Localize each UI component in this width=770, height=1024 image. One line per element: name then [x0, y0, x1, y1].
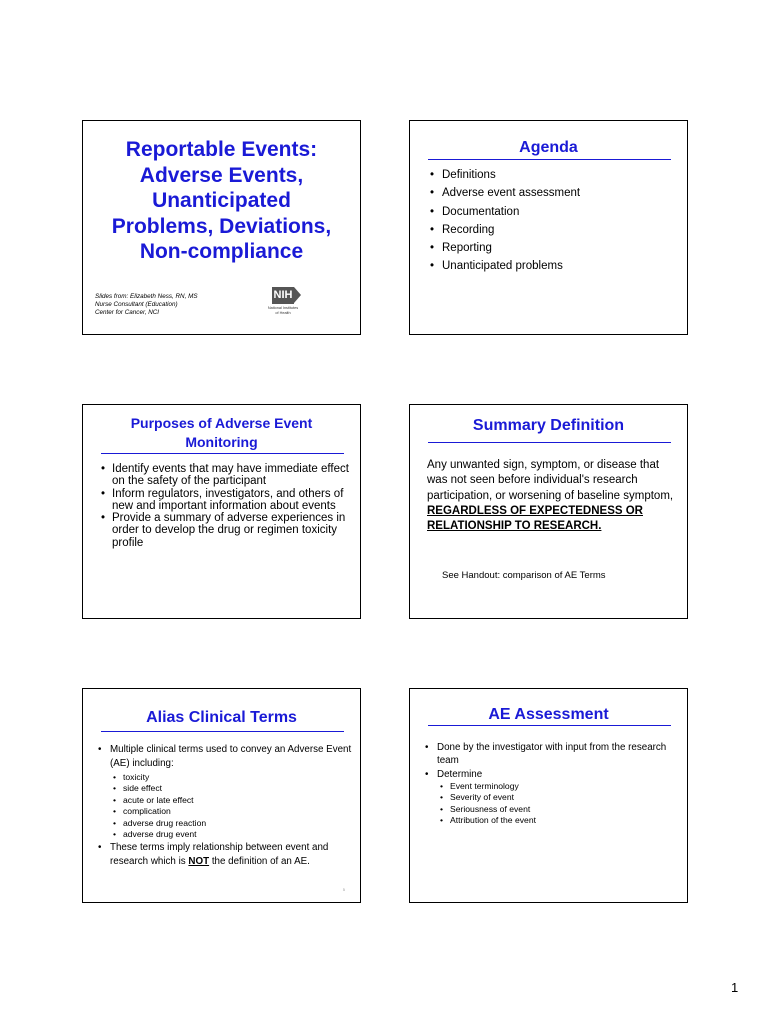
definition-text: [427, 458, 682, 534]
credit-line: Slides from: Elizabeth Ness, RN, MS: [95, 293, 198, 300]
list-item: [95, 841, 353, 870]
slide-summary-definition: [409, 404, 688, 619]
list-item: • Recording: [430, 221, 580, 239]
sublist-item: • Event terminology: [437, 781, 680, 793]
slide-agenda: [409, 120, 688, 335]
sublist-item: • adverse drug reaction: [110, 818, 353, 830]
sublist-item: • adverse drug event: [110, 829, 353, 841]
sublist-item: • toxicity: [110, 772, 353, 784]
list-item-text: the definition of an AE.: [209, 855, 310, 867]
title-line: Unanticipated: [152, 189, 291, 212]
slide-credits: [95, 293, 198, 317]
credit-line: Nurse Consultant (Education): [95, 301, 178, 308]
slide-heading: Alias Clinical Terms: [146, 709, 297, 726]
list-item: • Identify events that may have immediate effect on the safety of the participant: [99, 463, 349, 488]
slide-title: [82, 120, 361, 335]
slide-alias-terms: [82, 688, 361, 903]
purposes-list: [99, 463, 349, 549]
slide-title-heading: [93, 137, 350, 265]
alias-list: [95, 743, 353, 869]
list-item: [95, 743, 353, 841]
handout-note: See Handout: comparison of AE Terms: [442, 570, 606, 581]
list-item-text: Multiple clinical terms used to convey an Adverse Event (AE) including:: [110, 744, 352, 770]
title-line: Adverse Events,: [139, 163, 304, 187]
list-item: [422, 768, 680, 827]
slide-heading: Summary Definition: [472, 417, 625, 434]
list-item: • Reporting: [430, 239, 580, 257]
title-underline: [428, 442, 671, 443]
list-item: • Definitions: [430, 166, 580, 184]
nih-logo-text: [263, 306, 303, 315]
alias-sublist: [110, 772, 353, 841]
assessment-sublist: [437, 781, 680, 827]
nih-logo-mark: NIH: [272, 287, 294, 304]
nih-logo-text-line: of Health: [275, 310, 291, 315]
definition-body: Any unwanted sign, symptom, or disease that was not seen before individual's research participation, or worsening of baseline symptom,: [427, 459, 674, 502]
slide-number: 5: [342, 887, 345, 892]
list-item-text: These terms imply relationship between event and research which is: [110, 841, 329, 867]
nih-logo-arrow: [294, 287, 301, 303]
title-line: Problems, Deviations,: [111, 214, 332, 238]
slide-ae-assessment: [409, 688, 688, 903]
list-item: • Inform regulators, investigators, and others of new and important information about events: [99, 488, 349, 513]
credit-line: Center for Cancer, NCI: [95, 309, 160, 316]
page-number: 1: [731, 980, 739, 995]
heading-line: Monitoring: [185, 434, 258, 450]
sublist-item: • Seriousness of event: [437, 804, 680, 816]
title-line: Reportable Events:: [125, 138, 318, 161]
title-line: Non-compliance: [139, 240, 304, 263]
sublist-item: • complication: [110, 806, 353, 818]
sublist-item: • side effect: [110, 783, 353, 795]
heading-line: Purposes of Adverse Event: [130, 415, 313, 431]
list-item-text: Determine: [437, 768, 483, 780]
slide-heading: AE Assessment: [488, 706, 609, 723]
title-underline: [428, 725, 671, 726]
title-underline: [428, 159, 671, 160]
agenda-list: [430, 166, 580, 276]
slide-heading: [93, 414, 350, 452]
slide-purposes: [82, 404, 361, 619]
sublist-item: • acute or late effect: [110, 795, 353, 807]
list-item: • Documentation: [430, 203, 580, 221]
sublist-item: • Attribution of the event: [437, 815, 680, 827]
title-underline: [101, 731, 344, 732]
list-item: • Adverse event assessment: [430, 184, 580, 202]
definition-emphasis: REGARDLESS OF EXPECTEDNESS OR RELATIONSHIP TO RESEARCH.: [427, 504, 643, 533]
emphasis-not: NOT: [188, 855, 210, 867]
slide-heading: Agenda: [519, 139, 578, 156]
assessment-list: [422, 741, 680, 827]
nih-logo: [263, 287, 313, 327]
list-item: • Provide a summary of adverse experiences in order to develop the drug or regimen toxicity profile: [99, 512, 349, 549]
list-item: • Unanticipated problems: [430, 257, 580, 275]
title-underline: [101, 453, 344, 454]
list-item: • Done by the investigator with input from the research team: [422, 741, 680, 768]
sublist-item: • Severity of event: [437, 792, 680, 804]
nih-logo-text-line: National Institutes: [267, 306, 299, 310]
